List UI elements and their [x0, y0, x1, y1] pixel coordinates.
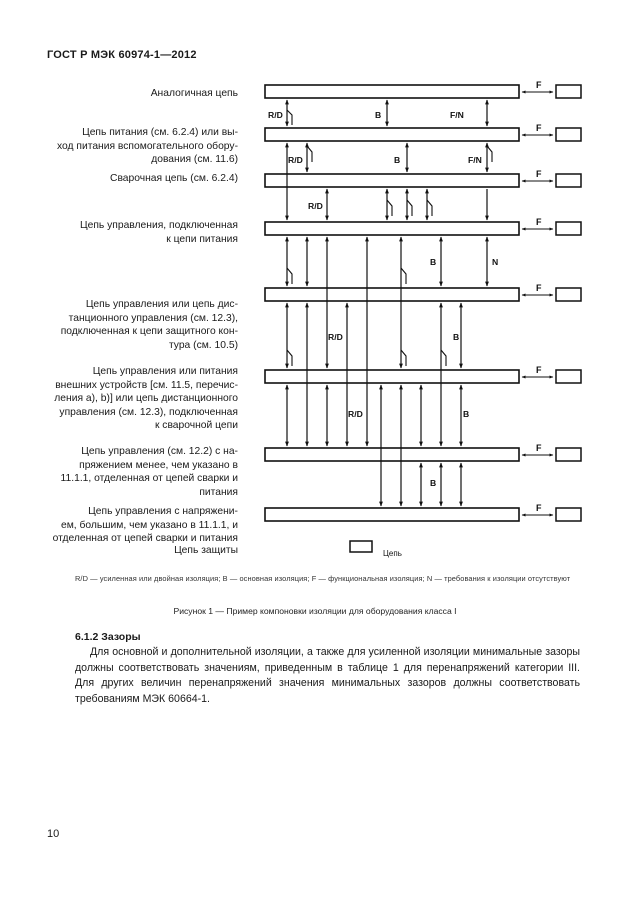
n-label: N — [492, 257, 499, 267]
circuit-label-protective: Цепь защиты — [174, 545, 238, 556]
func-link-1 — [522, 85, 581, 98]
func-link-8 — [522, 508, 581, 521]
hook — [401, 350, 406, 366]
functional-labels — [536, 80, 542, 513]
circuit-label-control-protective: Цепь управления или цепь дис- танционного управления (см. 12.3), подключенная к цепи защитного кон- тура (см. 10.5) — [60, 299, 238, 351]
hook — [487, 146, 492, 162]
hook — [287, 268, 292, 284]
func-box-3 — [556, 174, 581, 187]
circuit-label-welding: Сварочная цепь (см. 6.2.4) — [110, 173, 238, 184]
func-label: F — [536, 283, 542, 293]
hook — [407, 200, 412, 216]
bar-control-protective — [265, 288, 519, 301]
func-box-4 — [556, 222, 581, 235]
b-label: B — [453, 332, 460, 342]
bar-low-voltage-control — [265, 448, 519, 461]
func-link-6 — [522, 370, 581, 383]
fn-label: F/N — [450, 110, 464, 120]
func-box-5 — [556, 288, 581, 301]
rd-label: R/D — [328, 332, 343, 342]
circuit-label-control-welding: Цепь управления или питания внешних устройств [см. 11.5, перечис- ления а), b)] или цепь дистанционного управления (см. 12.3), подключенная к сварочной цепи — [54, 366, 238, 432]
diagram-legend — [350, 541, 402, 558]
func-label: F — [536, 217, 542, 227]
circuit-label-low-voltage-control: Цепь управления (см. 12.2) с на- пряжением менее, чем указано в 11.1.1, отделенная от цепей сварки и питания — [60, 446, 238, 498]
b-label: B — [463, 409, 470, 419]
rd-label: R/D — [308, 201, 323, 211]
bar-power — [265, 128, 519, 141]
figure-legend-note: R/D — усиленная или двойная изоляция; B — основная изоляция; F — функциональная изоляция; N — требования к изоляции отсутствуют — [75, 574, 571, 583]
func-box-8 — [556, 508, 581, 521]
circuit-bars — [265, 85, 519, 521]
legend-box — [350, 541, 372, 552]
b-label: B — [430, 257, 437, 267]
hook — [427, 200, 432, 216]
bar-control-welding — [265, 370, 519, 383]
b-label: B — [375, 110, 382, 120]
func-label: F — [536, 123, 542, 133]
bar-high-voltage-control — [265, 508, 519, 521]
circuit-label-high-voltage-control: Цепь управления с напряжени- ем, большим, чем указано в 11.1.1, и отделенная от цепей сварки и питания — [52, 506, 238, 545]
func-label: F — [536, 503, 542, 513]
bar-analog — [265, 85, 519, 98]
document-header: ГОСТ Р МЭК 60974-1—2012 — [47, 49, 197, 61]
circuit-label-control-power: Цепь управления, подключенная к цепи питания — [79, 220, 238, 245]
func-label: F — [536, 80, 542, 90]
func-label: F — [536, 169, 542, 179]
hook — [441, 350, 446, 366]
rd-label: R/D — [288, 155, 303, 165]
func-link-3 — [522, 174, 581, 187]
circuit-label-analog: Аналогичная цепь — [150, 88, 238, 99]
hook — [307, 146, 312, 162]
bar-control-power — [265, 222, 519, 235]
rd-label: R/D — [348, 409, 363, 419]
func-link-7 — [522, 448, 581, 461]
func-box-2 — [556, 128, 581, 141]
func-box-6 — [556, 370, 581, 383]
func-link-5 — [522, 288, 581, 301]
functional-links — [522, 85, 581, 521]
func-box-7 — [556, 448, 581, 461]
hook — [401, 268, 406, 284]
figure-caption: Рисунок 1 — Пример компоновки изоляции для оборудования класса I — [173, 606, 457, 616]
func-label: F — [536, 365, 542, 375]
func-link-2 — [522, 128, 581, 141]
func-link-4 — [522, 222, 581, 235]
insulation-connectors — [287, 100, 487, 506]
b-label: B — [394, 155, 401, 165]
hook — [387, 200, 392, 216]
rd-label: R/D — [268, 110, 283, 120]
bar-welding — [265, 174, 519, 187]
func-box-1 — [556, 85, 581, 98]
fn-label: F/N — [468, 155, 482, 165]
page-number: 10 — [47, 828, 60, 840]
hook — [287, 110, 292, 125]
circuit-label-power: Цепь питания (см. 6.2.4) или вы- ход питания вспомогательного обору- дования (см. 11.6) — [57, 127, 238, 166]
legend-label: Цепь — [383, 549, 402, 558]
func-label: F — [536, 443, 542, 453]
section-title: 6.1.2 Зазоры — [75, 631, 141, 643]
hook — [287, 350, 292, 366]
b-label: B — [430, 478, 437, 488]
section-paragraph: Для основной и дополнительной изоляции, а также для усиленной изоляции минимальные зазоры должны соответствовать значениям, приведенным в таблице 1 для перенапряжений категории III. Для других величин перенапряжений значения минимальных зазоров должны соответствовать требованиям МЭК 60664-1. — [75, 646, 580, 705]
